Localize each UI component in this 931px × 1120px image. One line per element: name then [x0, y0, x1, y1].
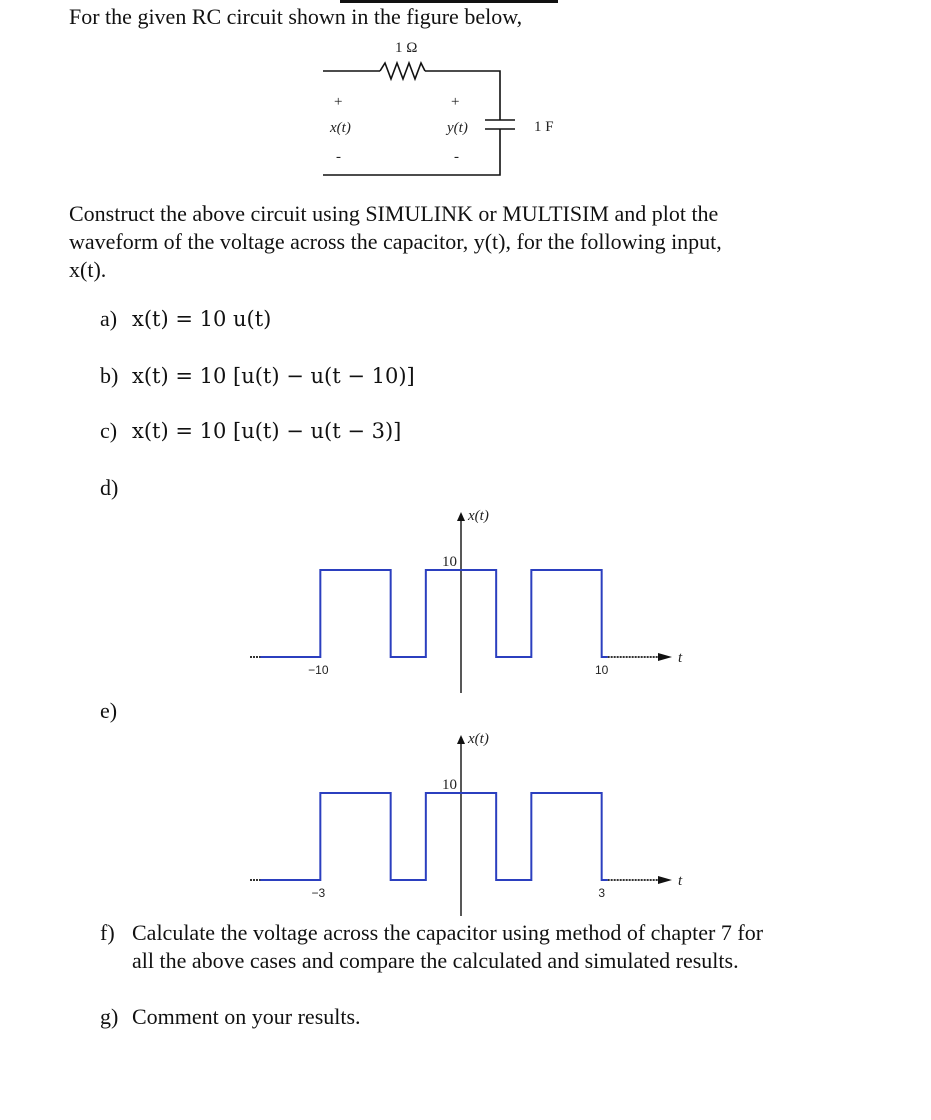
- input-minus: -: [336, 149, 341, 165]
- x-axis-label: t: [678, 650, 683, 666]
- capacitor-label: 1 F: [534, 119, 554, 135]
- y-axis-arrow: [457, 512, 465, 521]
- waveform-line: [260, 570, 607, 657]
- x-tick-label: −10: [308, 663, 329, 677]
- instruction-line-2: waveform of the voltage across the capacitor, y(t), for the following input,: [69, 229, 722, 254]
- resistor-zigzag: [380, 63, 425, 79]
- x-tick-label: −3: [311, 886, 326, 900]
- pulse-1: [320, 570, 390, 657]
- output-minus: -: [454, 149, 459, 165]
- x-axis-arrow: [658, 876, 672, 884]
- part-f-line-1: Calculate the voltage across the capacitor using method of chapter 7 for: [132, 920, 764, 945]
- part-f-label: f): [100, 920, 115, 945]
- part-a-label: a): [100, 306, 118, 331]
- part-c-expression: x(t) = 10 [u(t) − u(t − 3)]: [132, 419, 402, 443]
- pulse-3: [531, 793, 601, 880]
- output-label: y(t): [447, 120, 468, 136]
- x-tick-label: 3: [598, 886, 606, 900]
- x-tick-label: 10: [594, 663, 609, 677]
- part-c-label: c): [100, 418, 118, 443]
- resistor-label: 1 Ω: [395, 40, 418, 56]
- part-g-label: g): [100, 1004, 119, 1029]
- part-f-line-2: all the above cases and compare the calculated and simulated results.: [132, 948, 739, 973]
- part-b-expression: x(t) = 10 [u(t) − u(t − 10)]: [132, 364, 415, 388]
- instruction-line-3: x(t).: [69, 257, 107, 282]
- pulse-train-chart-e: [0, 723, 931, 923]
- y-tick-label: 10: [442, 777, 457, 793]
- part-e-label: e): [100, 698, 118, 723]
- waveform-line: [260, 793, 607, 880]
- input-plus: +: [334, 94, 343, 110]
- input-label: x(t): [330, 120, 351, 136]
- x-axis-arrow: [658, 653, 672, 661]
- output-plus: +: [451, 94, 460, 110]
- y-axis-label: x(t): [468, 508, 489, 524]
- rc-circuit-diagram: [0, 0, 931, 200]
- wire-top-right: [425, 71, 500, 120]
- pulse-1: [320, 793, 390, 880]
- part-g-text: Comment on your results.: [132, 1004, 361, 1029]
- intro-text: For the given RC circuit shown in the figure below,: [69, 4, 523, 29]
- y-tick-label: 10: [442, 554, 457, 570]
- part-d-label: d): [100, 475, 119, 500]
- y-axis-arrow: [457, 735, 465, 744]
- part-b-label: b): [100, 363, 119, 388]
- pulse-train-chart-d: [0, 500, 931, 700]
- y-axis-label: x(t): [468, 731, 489, 747]
- instruction-line-1: Construct the above circuit using SIMULINK or MULTISIM and plot the: [69, 201, 719, 226]
- part-a-expression: x(t) = 10 u(t): [132, 307, 272, 331]
- x-axis-label: t: [678, 873, 683, 889]
- pulse-3: [531, 570, 601, 657]
